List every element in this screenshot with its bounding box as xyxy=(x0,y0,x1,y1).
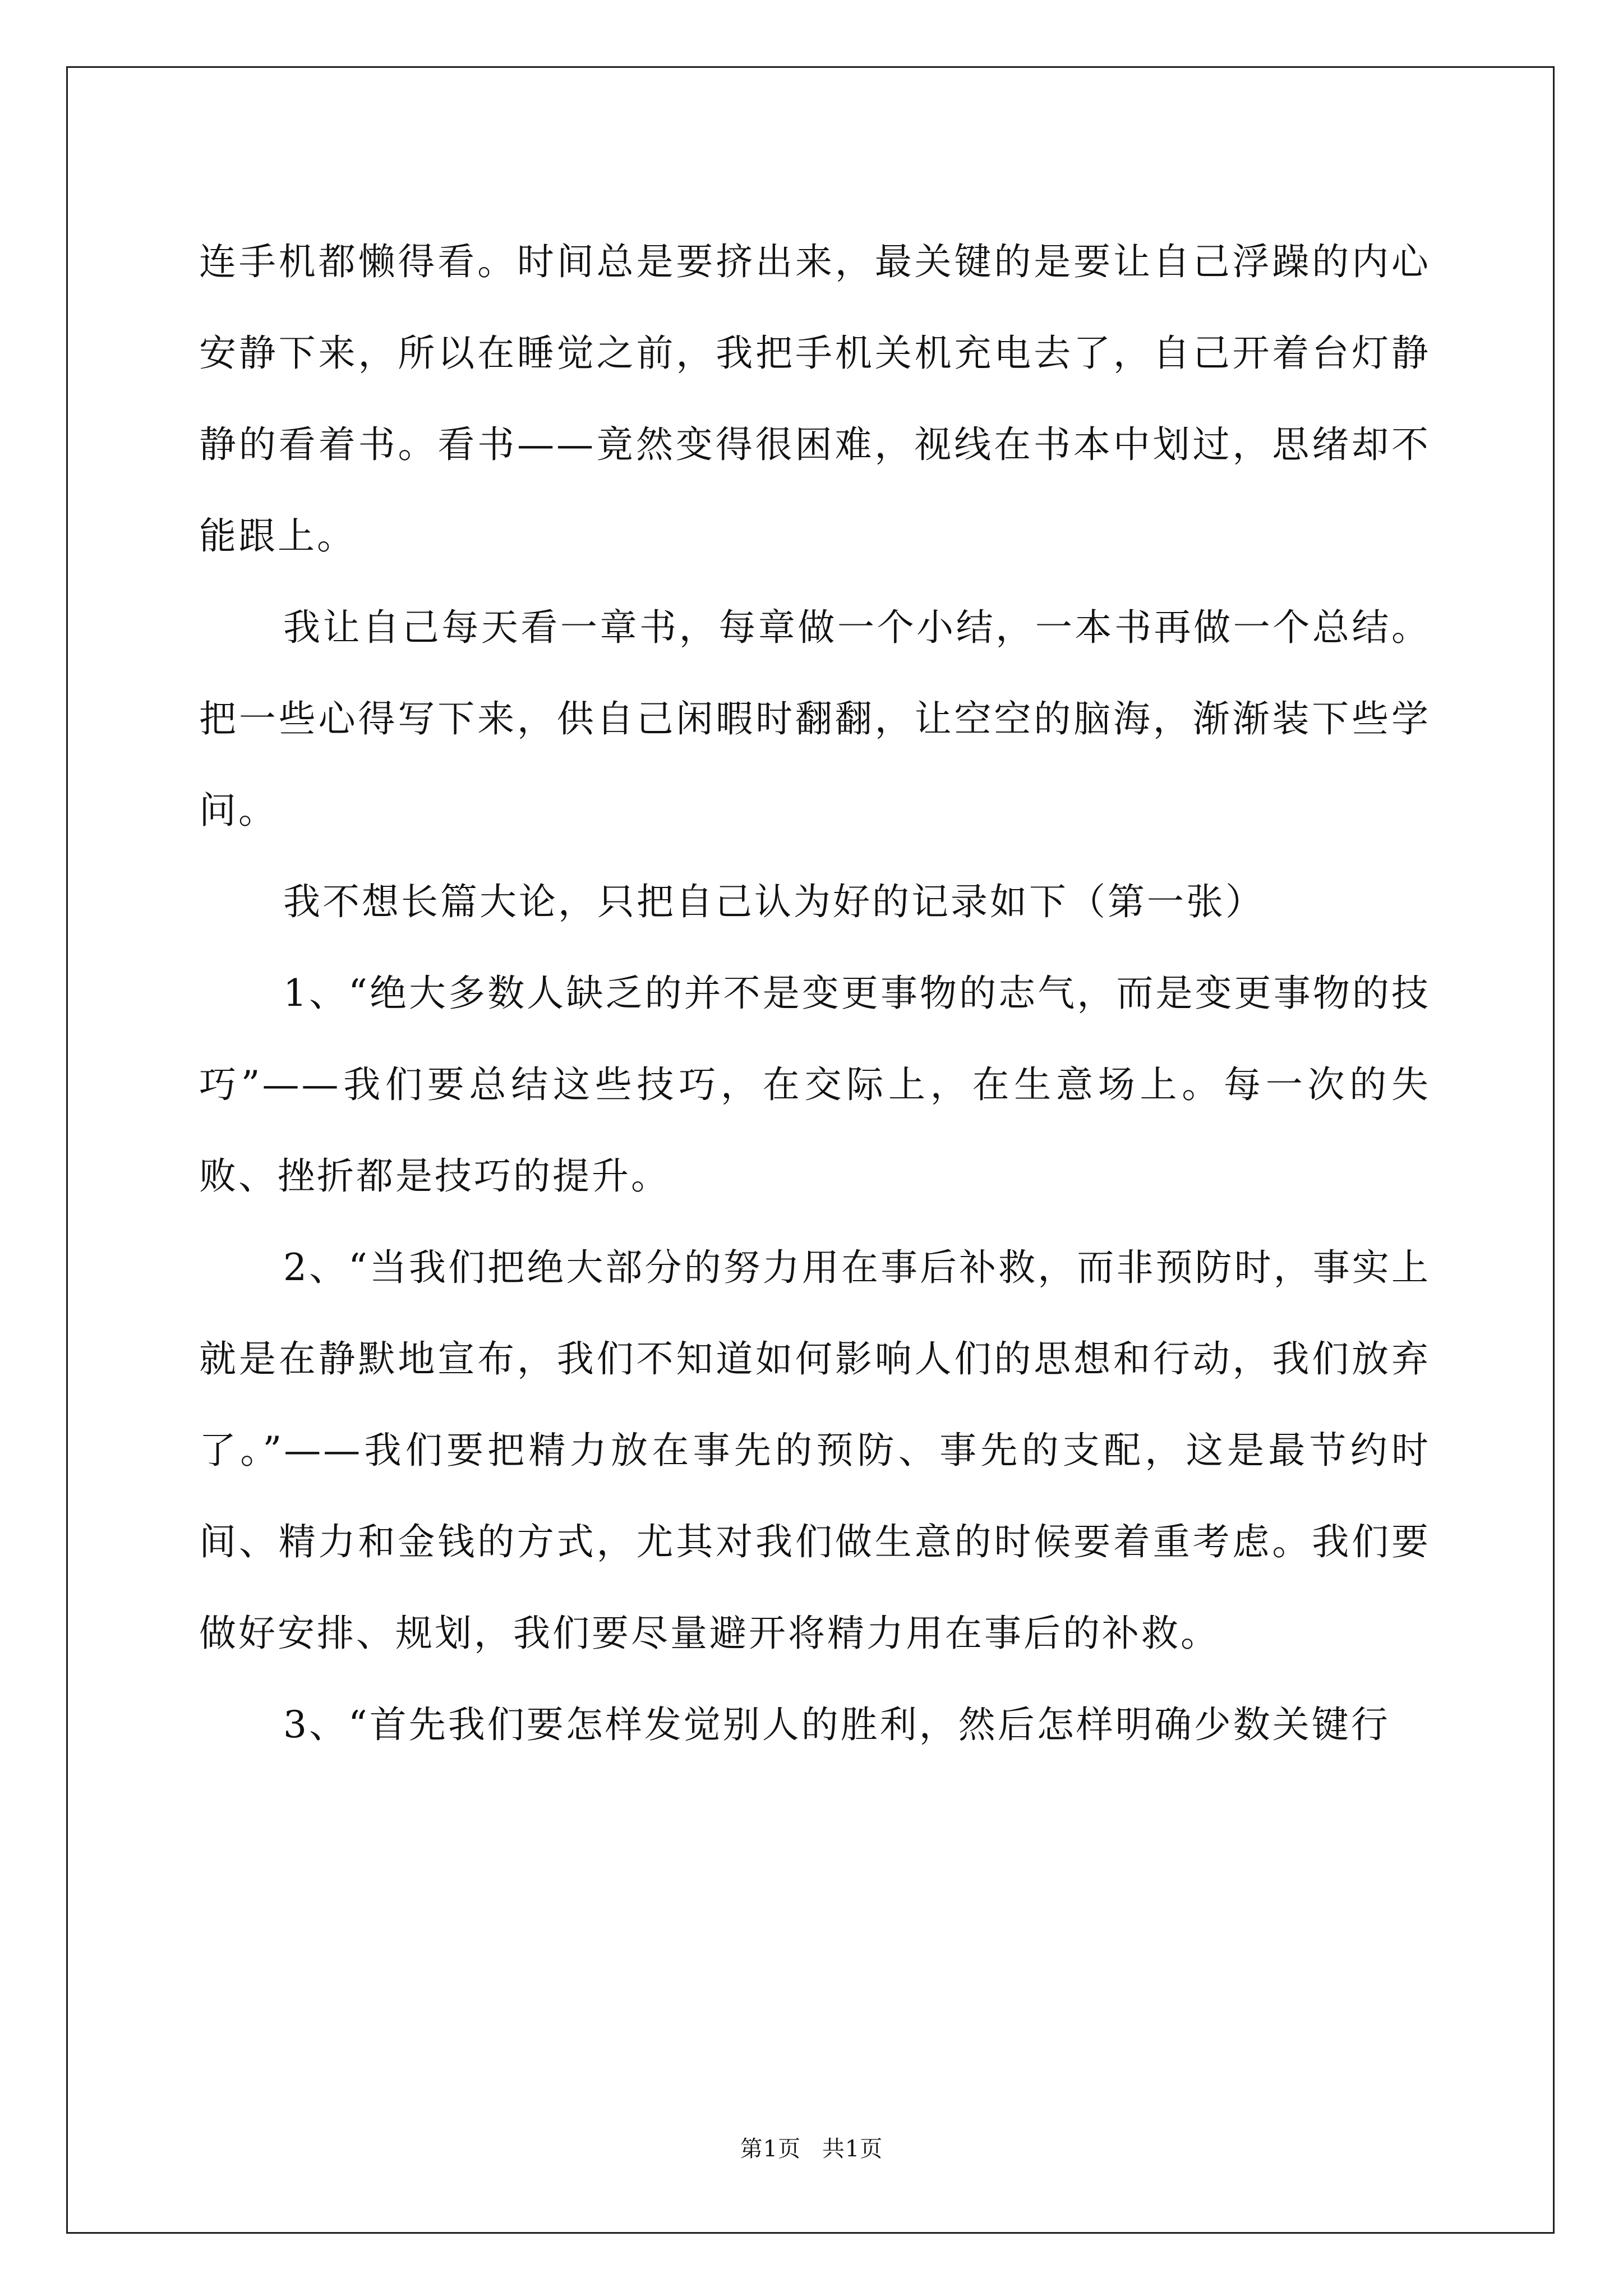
page-footer xyxy=(0,2135,1623,2163)
paragraph: 1、“绝大多数人缺乏的并不是变更事物的志气，而是变更事物的技巧”——我们要总结这些技巧，在交际上，在生意场上。每一次的失败、挫折都是技巧的提升。 xyxy=(199,972,1431,1198)
page-total: 共1页 xyxy=(822,2136,883,2162)
paragraph: 2、“当我们把绝大部分的努力用在事后补救，而非预防时，事实上就是在静默地宣布，我们不知道如何影响人们的思想和行动，我们放弃了。”——我们要把精力放在事先的预防、事先的支配，这是最节约时间、精力和金钱的方式，尤其对我们做生意的时候要着重考虑。我们要做好安排、规划，我们要尽量避开将精力用在事后的补救。 xyxy=(199,1246,1431,1655)
paragraph: 我让自己每天看一章书，每章做一个小结，一本书再做一个总结。把一些心得写下来，供自己闲暇时翻翻，让空空的脑海，渐渐装下些学问。 xyxy=(199,606,1431,832)
paragraph: 3、“首先我们要怎样发觉别人的胜利，然后怎样明确少数关键行 xyxy=(283,1703,1390,1746)
paragraph: 我不想长篇大论，只把自己认为好的记录如下（第一张） xyxy=(283,880,1265,923)
page-number: 第1页 xyxy=(740,2136,801,2162)
paragraph: 连手机都懒得看。时间总是要挤出来，最关键的是要让自己浮躁的内心安静下来，所以在睡觉之前，我把手机关机充电去了，自己开着台灯静静的看着书。看书——竟然变得很困难，视线在书本中划过，思绪却不能跟上。 xyxy=(199,240,1431,558)
document-body xyxy=(199,216,1431,1770)
